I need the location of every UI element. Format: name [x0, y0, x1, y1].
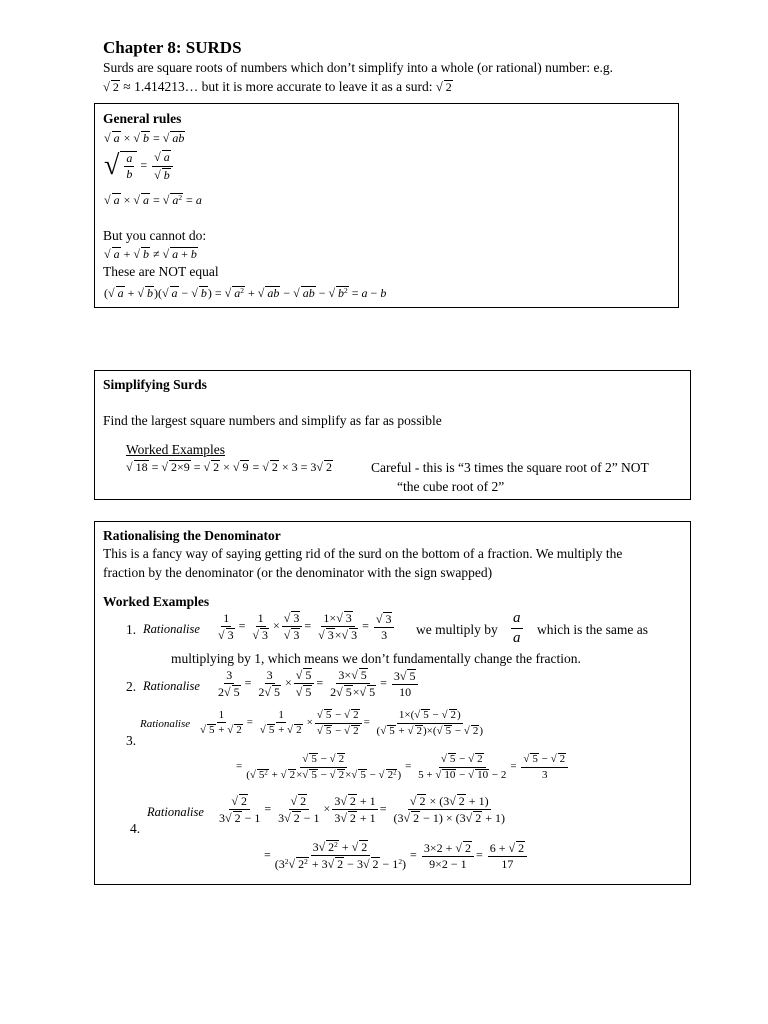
chapter-title: Chapter 8: SURDS [103, 38, 242, 57]
example-1-same-as: which is the same as [537, 622, 648, 637]
rule-quotient: √ $\frac{a}{b}$ = $\frac{√ a}{√ b}$ [104, 150, 175, 182]
example-1-line2: multiplying by 1, which means we don’t fundamentally change the fraction. [171, 651, 581, 666]
example-1-multiply-text: we multiply by [416, 622, 498, 637]
example-4-rationalise: Rationalise [147, 805, 204, 819]
simplifying-instruction: Find the largest square numbers and simplify as far as possible [103, 413, 442, 428]
careful-note-line2: “the cube root of 2” [397, 479, 505, 494]
example-1-math: $\frac{1}{√ 3}$ = $\frac{1}{√ 3}$ × $\frac{√ 3}{√ 3}$ = $\frac{1\times√ 3}{√ 3\times√ 3}$ = $\frac{√ 3}{3}$ [214, 611, 396, 642]
example-4-math-line2: = $\frac{3√ 2^2 + √ 2}{(3^2√ 2^2 + 3√ 2 - 3√ 2 - 1^2)}$ = $\frac{3\times 2 + √ 2}{9\times 2 - 1}$ = $\frac{6 + √ 2}{17}$ [264, 840, 529, 871]
rule-sum-not-equal: √ a + √ b ≠ √ a + b [104, 247, 197, 261]
example-4-number: 4. [130, 821, 141, 836]
example-3-math-line1: $\frac{1}{√ 5 + √ 2}$ = $\frac{1}{√ 5 + √ 2}$ × $\frac{√ 5 - √ 2}{√ 5 - √ 2}$ = $\frac{1\times(√ 5 - √ 2)}{(√ 5 + √ 2)\times(√ 5 - √ 2)}$ [200, 709, 483, 737]
example-3-number: 3. [126, 733, 137, 748]
simplifying-worked-examples: Worked Examples [126, 442, 226, 457]
intro-sqrt2: √ 2 [103, 80, 119, 94]
intro-line-1: Surds are square roots of numbers which don’t simplify into a whole (or rational) number: e.g. [103, 60, 614, 75]
rationalising-desc-2: fraction by the denominator (or the denominator with the sign swapped) [103, 565, 493, 580]
example-1-a-over-a: $\frac{a}{a}$ [513, 610, 521, 646]
intro-approx-text: ≈ 1.414213… but it is more accurate to leave it as a surd: [123, 79, 433, 94]
example-4-math-line1: $\frac{√ 2}{3√ 2 - 1}$ = $\frac{√ 2}{3√ 2 - 1}$ × $\frac{3√ 2 + 1}{3√ 2 + 1}$ = $\frac{√ 2 \times (3√ 2 + 1)}{(3√ 2 - 1) \times (3√ 2 + 1)}$ [219, 794, 505, 826]
example-1-rationalise: Rationalise [143, 622, 200, 636]
example-1-number: 1. [126, 622, 137, 637]
example-3-rationalise: Rationalise [140, 718, 191, 730]
not-equal-label: These are NOT equal [103, 264, 219, 279]
rule-product: √ a × √ b = √ ab [104, 131, 185, 145]
example-2-rationalise: Rationalise [143, 679, 200, 693]
example-2-math: $\frac{3}{2√ 5}$ = $\frac{3}{2√ 5}$ × $\frac{√ 5}{√ 5}$ = $\frac{3\times√ 5}{2√ 5\times√ 5}$ = $\frac{3√ 5}{10}$ [214, 668, 420, 699]
example-2-number: 2. [126, 679, 137, 694]
cannot-do-label: But you cannot do: [103, 228, 207, 243]
sqrt18-example: √ 18 = √ 2×9 = √ 2 × √ 9 = √ 2 × 3 = 3√ 2 [126, 460, 332, 474]
intro-sqrt2-surd: √ 2 [435, 80, 452, 94]
rationalising-worked-examples: Worked Examples [103, 594, 210, 609]
example-3-math-line2: = $\frac{√ 5 - √ 2}{(√ 5^2 + √ 2\times√ 5 - √ 2\times√ 5 - √ 2^2)}$ = $\frac{√ 5 - √ 2}{5 + √ 10 - √ 10 - 2}$ = $\frac{√ 5 - √ 2}{3}$ [236, 753, 570, 781]
general-rules-heading: General rules [103, 111, 182, 126]
simplifying-heading: Simplifying Surds [103, 377, 207, 392]
careful-note-line1: Careful - this is “3 times the square root of 2” NOT [371, 460, 649, 475]
rationalising-heading: Rationalising the Denominator [103, 528, 281, 543]
rule-difference-of-squares: (√ a + √ b)(√ a − √ b) = √ $a^2$ + √ ab − √ ab − √ $b^2 = a - b$ [104, 285, 387, 300]
intro-line-2 [103, 79, 453, 95]
rationalising-desc-1: This is a fancy way of saying getting rid of the surd on the bottom of a fraction. We multiply the [103, 546, 623, 561]
rule-square: √ a × √ a = √ $a^2 = a$ [104, 192, 202, 207]
